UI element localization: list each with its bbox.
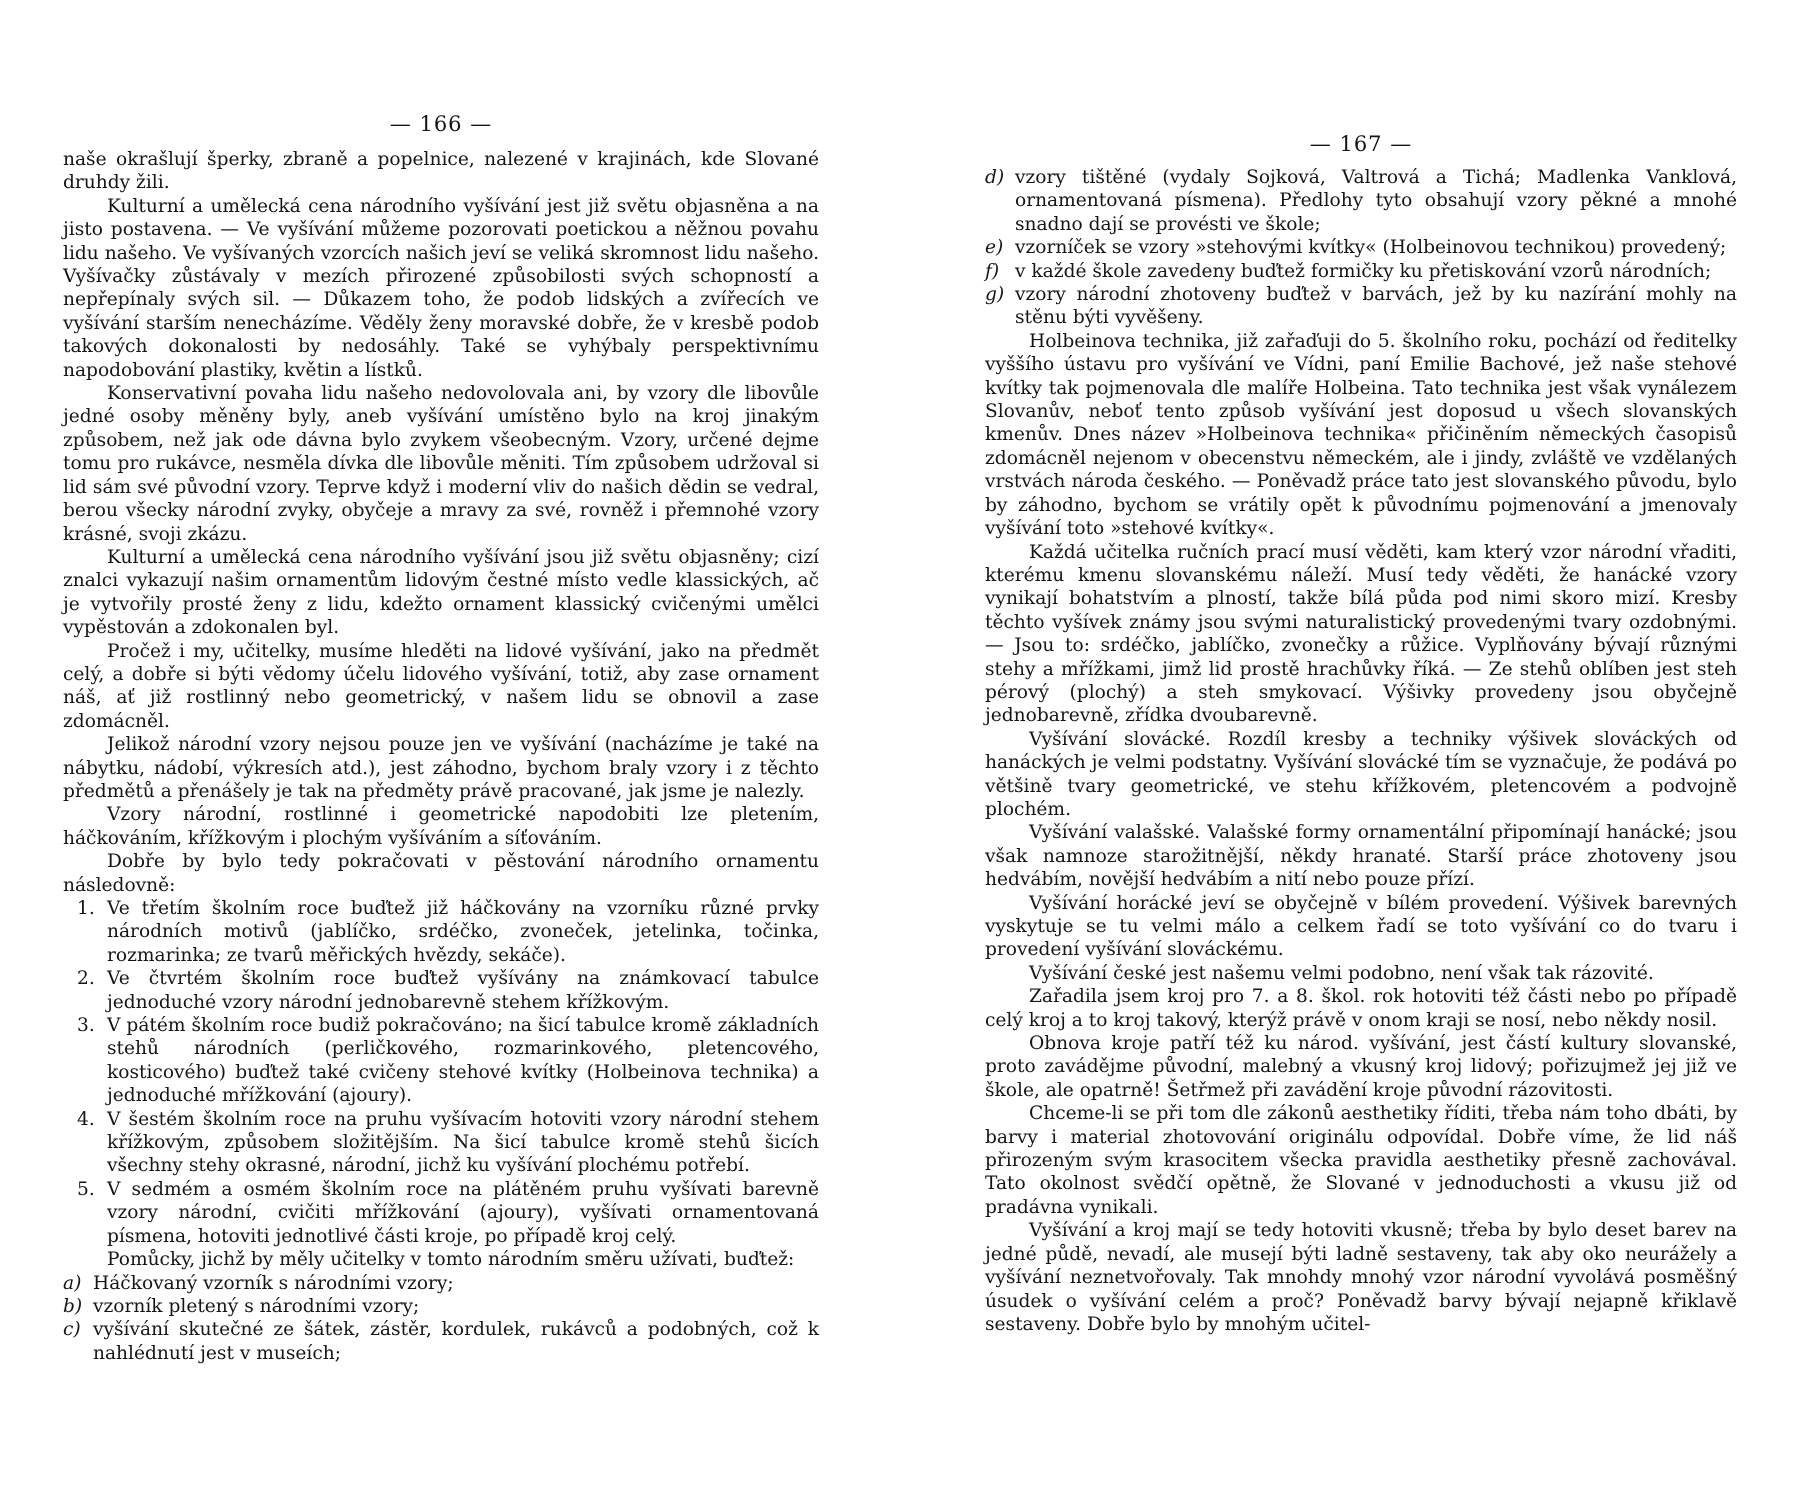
list-item bbox=[63, 1295, 819, 1318]
paragraph: Vyšívání a kroj mají se tedy hotoviti vkusně; třeba by bylo deset barev na jedné půdě, nevadí, ale musejí býti ladně sestaveny, tak aby oko neurážely a vyšívání neznetvořovaly. Tak mnohdy mnohý vzor národní vyvolává posměšný úsudek o vyšívání celém a proč? Poněvadž barvy bývají nejapně křiklavě sestaveny. Dobře bylo by mnohým učitel- bbox=[985, 1220, 1737, 1335]
paragraph: Pročež i my, učitelky, musíme hleděti na lidové vyšívání, jako na předmět celý, a dobře si býti vědomy účelu lidového vyšívání, totiž, aby zase ornament náš, ať již rostlinný nebo geometrický, v našem lidu se obnovil a zase zdomácněl. bbox=[63, 640, 819, 732]
page-number-right: — 167 — bbox=[1309, 132, 1413, 156]
list-letter: e) bbox=[985, 237, 1004, 259]
list-item-text: vzorníček se vzory »stehovými kvítky« (Holbeinovou technikou) provedený; bbox=[1015, 237, 1727, 259]
list-letter: c) bbox=[63, 1319, 81, 1341]
lettered-list-right bbox=[985, 166, 1737, 330]
paragraph: Konservativní povaha lidu našeho nedovolovala ani, by vzory dle libovůle jedné osoby měněny byly, aneb vyšívání umístěno bylo na kroj jinakým způsobem, než jak ode dávna bylo zvykem všeobecným. Vzory, určené dejme tomu pro rukávce, nesměla dívka dle libovůle měniti. Tím způsobem udržoval si lid sám své původní vzory. Teprve když i moderní vliv do našich dědin se vedral, berou všecky národní zvyky, obyčeje a mravy za své, rovněž i přemnohé vzory krásné, svoji zkázu. bbox=[63, 383, 819, 545]
paragraph: Vyšívání horácké jeví se obyčejně v bílém provedení. Výšivek barevných vyskytuje se tu velmi málo a celkem řadí se toto vyšívání co do tvaru i provedení vyšívání slováckému. bbox=[985, 892, 1737, 961]
list-letter: g) bbox=[985, 284, 1005, 306]
list-number: 4. bbox=[77, 1108, 95, 1130]
paragraph: Zařadila jsem kroj pro 7. a 8. škol. rok hotoviti též části nebo po případě celý kroj a to kroj takový, kterýž právě v onom kraji se nosí, nebo někdy nosil. bbox=[985, 986, 1737, 1031]
list-item-text: vzory národní zhotoveny buďtež v barvách, jež by ku nazírání mohly na stěnu býti vyvěšeny. bbox=[1015, 284, 1737, 329]
list-item bbox=[985, 283, 1737, 330]
list-item-text: vzory tištěné (vydaly Sojková, Valtrová a Tichá; Madlenka Vanklová, ornamentovaná písmena). Předlohy tyto obsahují vzory pěkné a mnohé snadno dají se provésti ve škole; bbox=[1015, 167, 1737, 235]
list-item bbox=[63, 967, 819, 1014]
list-item-text: Háčkovaný vzorník s národními vzory; bbox=[93, 1272, 454, 1294]
list-item-text: vyšívání skutečné ze šátek, zástěr, kordulek, rukávců a podobných, což k nahlédnutí jest v museích; bbox=[93, 1319, 819, 1364]
list-item-text: V pátém školním roce budiž pokračováno; na šicí tabulce kromě základních stehů národních (perličkového, rozmarinkového, pletencového, kosticového) buďtež také cvičeny stehové kvítky (Holbeinova technika) a jednoduché mřížkování (ajoury). bbox=[107, 1015, 819, 1107]
right-page-text bbox=[985, 166, 1737, 1336]
list-item-text: vzorník pletený s národními vzory; bbox=[93, 1295, 420, 1317]
list-letter: f) bbox=[985, 260, 1000, 282]
page-number-left: — 166 — bbox=[389, 112, 493, 136]
paragraph: Vyšívání české jest našemu velmi podobno, není však tak rázovité. bbox=[1029, 962, 1654, 984]
numbered-list bbox=[63, 897, 819, 1248]
paragraph: Vyšívání valašské. Valašské formy ornamentální připomínají hanácké; jsou však namnoze starožitnější, někdy hranaté. Starší práce zhotoveny jsou hedvábím, novější hedvábím a nití nebo pouze přízí. bbox=[985, 822, 1737, 891]
paragraph: Vzory národní, rostlinné i geometrické napodobiti lze pletením, háčkováním, křížkovým i plochým vyšíváním a síťováním. bbox=[63, 804, 819, 849]
paragraph: Jelikož národní vzory nejsou pouze jen ve vyšívání (nacházíme je také na nábytku, nádobí, výkresích atd.), jest záhodno, bychom braly vzory i z těchto předmětů a přenášely je tak na předměty právě pracované, jak jsme je nalezly. bbox=[63, 734, 819, 802]
left-page-text bbox=[63, 148, 819, 1365]
paragraph: Každá učitelka ručních prací musí věděti, kam který vzor národní vřaditi, kterému kmenu slovanskému náleží. Musí tedy věděti, že hanácké vzory vynikají bohatstvím a plností, takže bílá půda pod nimi skoro mizí. Kresby těchto vyšívek známy jsou svými naturalistický provedenými tvary ozdobnými. — Jsou to: srdéčko, jablíčko, zvonečky a růžice. Vyplňovány bývají různými stehy a mřížkami, jimž lid prostě hrachůvky říká. — Ze stehů oblíben jest steh pérový (plochý) a steh smykovací. Výšivky provedeny jsou obyčejně jednobarevně, zřídka dvoubarevně. bbox=[985, 541, 1737, 727]
list-number: 5. bbox=[77, 1178, 95, 1200]
list-item bbox=[985, 236, 1737, 259]
list-item bbox=[63, 1108, 819, 1178]
list-item-text: V sedmém a osmém školním roce na plátěném pruhu vyšívati barevně vzory národní, cvičiti mřížkování (ajoury), vyšívati ornamentovaná písmena, hotoviti jednotlivé části kroje, po případě kroj celý. bbox=[107, 1178, 819, 1247]
list-item bbox=[63, 1318, 819, 1365]
list-letter: a) bbox=[63, 1272, 82, 1294]
paragraph: Chceme-li se při tom dle zákonů aesthetiky říditi, třeba nám toho dbáti, by barvy i material zhotovování originálu odpovídal. Dobře víme, že lid náš přirozeným svým krasocitem všecka pravidla aesthetiky přesně zachovával. Tato okolnost svědčí opětně, že Slované v jednoduchosti a vkusu již od pradávna vynikali. bbox=[985, 1103, 1737, 1218]
list-item bbox=[63, 1178, 819, 1248]
paragraph: Holbeinova technika, již zařaďuji do 5. školního roku, pochází od ředitelky vyššího ústavu pro vyšívání ve Vídni, paní Emilie Bachové, jež naše stehové kvítky tak pojmenovala dle malíře Holbeina. Tato technika jest však vynálezem Slovanův, neboť tento způsob vyšívání jest doposud u všech slovanských kmenův. Dnes název »Holbeinova technika« přičiněním německých časopisů zdomácněl nejenom v obecenstvu německém, ale i jindy, zvláště ve vzdělaných vrstvách národa českého. — Poněvadž práce tato jest slovanského původu, bylo by záhodno, bychom se vrátily opět k původnímu pojmenování a jmenovaly vyšívání toto »stehové kvítky«. bbox=[985, 330, 1737, 540]
list-item bbox=[985, 260, 1737, 283]
paragraph: Dobře by bylo tedy pokračovati v pěstování národního ornamentu následovně: bbox=[63, 851, 819, 896]
list-item bbox=[985, 166, 1737, 236]
paragraph: Kulturní a umělecká cena národního vyšívání jsou již světu objasněny; cizí znalci vykazují našim ornamentům lidovým čestné místo vedle klassických, ač je vytvořily prosté ženy z lidu, kdežto ornament klassický cvičenými umělci vypěstován a zdokonalen byl. bbox=[63, 546, 819, 639]
list-item-text: v každé škole zavedeny buďtež formičky ku přetiskování vzorů národních; bbox=[1015, 260, 1712, 282]
paragraph: Kulturní a umělecká cena národního vyšívání jest již světu objasněna a na jisto postavena. — Ve vyšívání můžeme pozorovati poetickou a něžnou povahu lidu našeho. Ve vyšívaných vzorcích našich jeví se veliká skromnost lidu našeho. Vyšívačky zůstávaly v mezích přirozené způsobilosti svých schopností a nepřepínaly svých sil. — Důkazem toho, že podob lidských a zvířecích ve vyšívání starším nenecházíme. Věděly ženy moravské dobře, že v kresbě podob takových dokonalosti by nedosáhly. Také se vyhýbaly perspektivnímu napodobování plastiky, květin a lístků. bbox=[63, 195, 819, 381]
list-letter: b) bbox=[63, 1295, 83, 1317]
list-number: 3. bbox=[77, 1015, 95, 1037]
list-item-text: Ve třetím školním roce buďtež již háčkovány na vzorníku různé prvky národních motivů (jablíčko, srdéčko, zvoneček, jetelinka, točinka, rozmarinka; ze tvarů měřických hvězdy, sekáče). bbox=[107, 898, 819, 966]
paragraph: Vyšívání slovácké. Rozdíl kresby a techniky výšivek slováckých od hanáckých je velmi podstatny. Vyšívání slovácké tím se vyznačuje, že podává po většině tvary geometrické, ve stehu křížkovém, pletencovém a podvojně plochém. bbox=[985, 728, 1737, 820]
list-number: 2. bbox=[77, 968, 95, 990]
list-letter: d) bbox=[985, 167, 1005, 188]
paragraph: naše okrašlují šperky, zbraně a popelnice, nalezené v krajinách, kde Slované druhdy žili. bbox=[63, 149, 819, 194]
list-item-text: Ve čtvrtém školním roce buďtež vyšívány na známkovací tabulce jednoduché vzory národní jednobarevně stehem křížkovým. bbox=[107, 968, 819, 1013]
left-page bbox=[63, 112, 819, 1365]
list-number: 1. bbox=[77, 898, 95, 919]
paragraph: Obnova kroje patří též ku národ. vyšívání, jest částí kultury slovanské, proto zavádějme původní, malebný a vkusný kroj lidový; pořizujmež jej již ve škole, ale opatrně! Šetřmež při zavádění kroje původní rázovitosti. bbox=[985, 1033, 1737, 1101]
lettered-list-left bbox=[63, 1272, 819, 1366]
right-page bbox=[985, 112, 1737, 1336]
paragraph: Pomůcky, jichž by měly učitelky v tomto národním směru užívati, buďtež: bbox=[107, 1249, 795, 1271]
list-item bbox=[63, 1272, 819, 1295]
list-item bbox=[63, 897, 819, 967]
list-item bbox=[63, 1014, 819, 1108]
list-item-text: V šestém školním roce na pruhu vyšívacím hotoviti vzory národní stehem křížkovým, způsobem složitějším. Na šicí tabulce kromě stehů šicích všechny stehy okrasné, národní, jichž ku vyšívání plochému potřebí. bbox=[107, 1108, 819, 1177]
